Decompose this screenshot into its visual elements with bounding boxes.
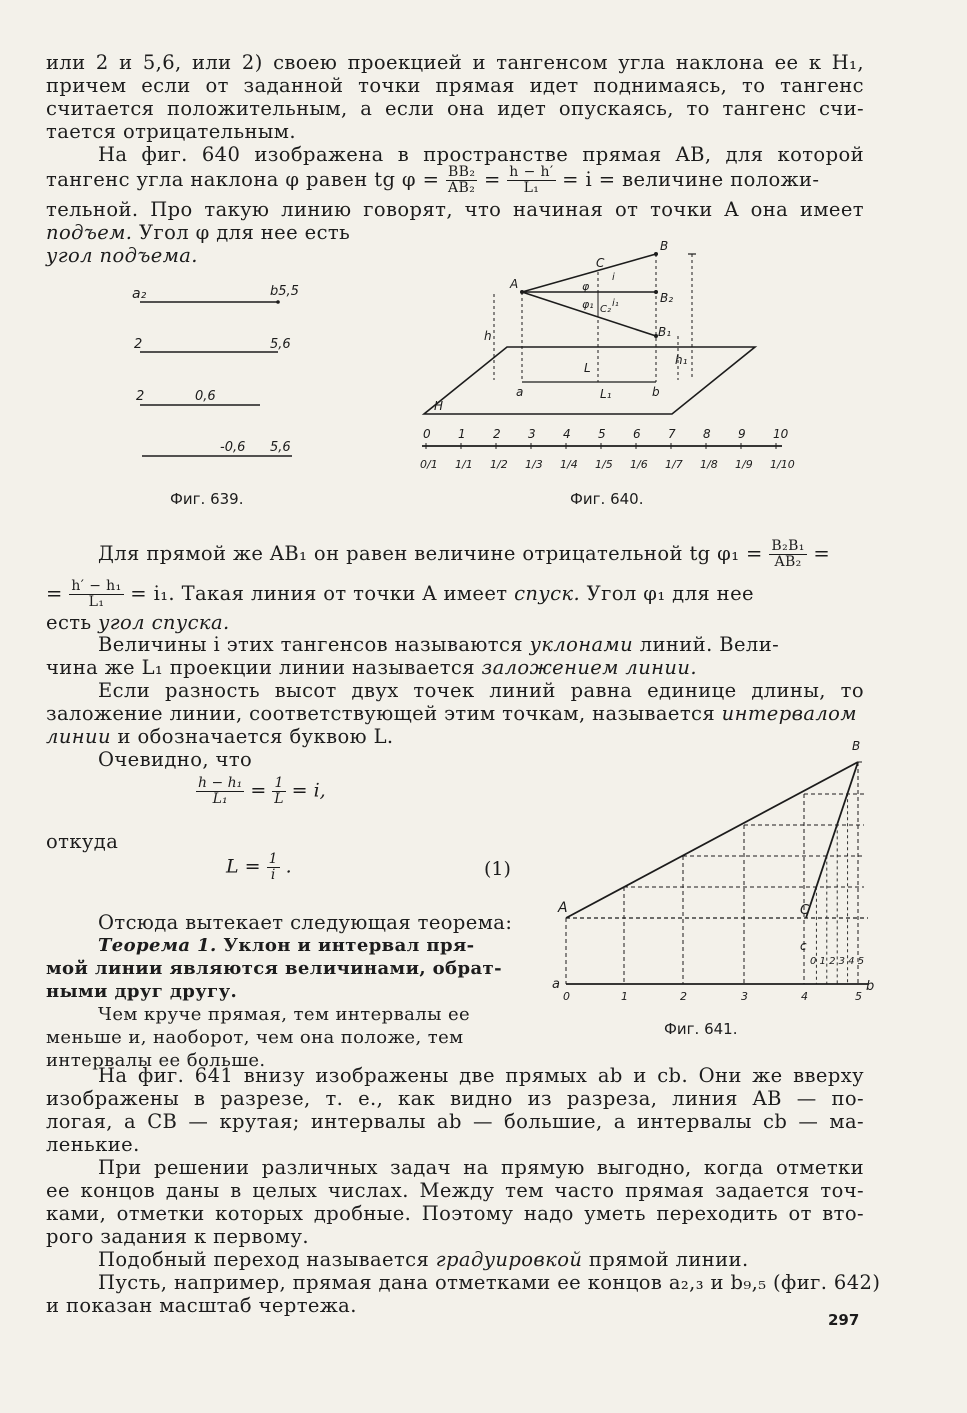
fig640-scale-top-label: 4 bbox=[563, 427, 571, 441]
text-line: причем если от заданной точки прямая идет поднимаясь, то тангенс bbox=[46, 74, 864, 97]
fig640-label: B₂ bbox=[660, 291, 674, 305]
fig640-label: A bbox=[510, 277, 519, 291]
fig640-scale-bottom-label: 1/7 bbox=[665, 458, 683, 471]
fig640-scale-bottom-label: 1/10 bbox=[770, 458, 795, 471]
text-line: логая, а CB — крутая; интервалы ab — большие, а интервалы cb — ма- bbox=[46, 1110, 864, 1133]
formula bbox=[196, 776, 326, 807]
text-line: На фиг. 641 внизу изображены две прямых ab и cb. Они же вверху bbox=[98, 1064, 864, 1087]
italic-term: спуск. bbox=[514, 582, 581, 605]
text-line: откуда bbox=[46, 830, 119, 853]
fig640-label: B₁ bbox=[658, 325, 672, 339]
page-number: 297 bbox=[828, 1311, 860, 1329]
text-line bbox=[46, 703, 864, 725]
fraction-numerator: 1 bbox=[272, 776, 285, 792]
fig641-label: B bbox=[852, 739, 861, 753]
fig641-tick-label: 4 bbox=[801, 990, 808, 1003]
fraction bbox=[446, 165, 477, 196]
text-span: Величины i этих тангенсов называются bbox=[98, 633, 530, 656]
fraction-denominator: AB₂ bbox=[774, 554, 802, 570]
text-line: рого задания к первому. bbox=[46, 1225, 309, 1248]
fig641-label: 0 1 2 3 4 5 bbox=[810, 956, 865, 967]
fraction-denominator: L bbox=[274, 791, 284, 807]
italic-term: заложением линии. bbox=[481, 656, 697, 679]
text-span: = bbox=[46, 582, 63, 605]
fraction bbox=[196, 776, 244, 807]
fig639-label: 0,6 bbox=[195, 389, 216, 404]
italic-term: линии bbox=[46, 725, 111, 748]
fig640-scale-bottom-label: 1/6 bbox=[630, 458, 648, 471]
fig640-label: C₂ bbox=[600, 304, 611, 315]
text-line: тельной. Про такую линию говорят, что начиная от точки A она имеет bbox=[46, 198, 864, 221]
italic-term: угол спуска. bbox=[98, 611, 230, 634]
text-line bbox=[46, 657, 864, 679]
text-span: Угол φ для нее есть bbox=[132, 221, 351, 244]
fig640-scale-bottom-label: 1/9 bbox=[735, 458, 753, 471]
fig641-label: C bbox=[800, 903, 810, 918]
text-span: Уклон и интервал пря- bbox=[216, 935, 475, 956]
text-line bbox=[98, 634, 864, 656]
italic-term: интервалом bbox=[721, 702, 857, 725]
fig640-scale-bottom-label: 1/2 bbox=[490, 458, 508, 471]
fraction-numerator: h − h′ bbox=[509, 164, 554, 180]
fig641-label: A bbox=[558, 900, 568, 916]
italic-term: подъем. bbox=[46, 221, 133, 244]
fig641-label: b bbox=[866, 979, 875, 994]
text-line: ленькие. bbox=[46, 1133, 140, 1156]
fig641-tick-label: 5 bbox=[855, 990, 862, 1003]
fig641-tick-label: 3 bbox=[741, 990, 748, 1003]
fig639-label: 2 bbox=[134, 337, 143, 352]
fraction bbox=[272, 776, 285, 807]
fig640-label: φ₁ bbox=[582, 298, 594, 311]
text-span: L = bbox=[226, 855, 261, 878]
fig640-label: L bbox=[584, 361, 591, 375]
fig641-tick-label: 0 bbox=[563, 990, 570, 1003]
fig640-label: C bbox=[596, 256, 605, 270]
text-line: ными друг другу. bbox=[46, 981, 238, 1002]
fig640-label: L₁ bbox=[600, 387, 612, 401]
figure-caption: Фиг. 640. bbox=[570, 490, 644, 508]
fig641-tick-label: 2 bbox=[680, 990, 687, 1003]
fraction-numerator: h′ − h₁ bbox=[71, 578, 122, 594]
fig640-label: H bbox=[434, 399, 444, 413]
equation-number: (1) bbox=[484, 858, 511, 880]
fig640-label: b bbox=[652, 385, 660, 399]
fig640-label: a bbox=[516, 385, 524, 399]
text-span: = bbox=[813, 542, 831, 565]
fraction-denominator: i bbox=[270, 867, 276, 883]
fig640-scale-bottom-label: 1/5 bbox=[595, 458, 613, 471]
text-line bbox=[46, 612, 864, 634]
text-span: чина же L₁ проекции линии называется bbox=[46, 656, 482, 679]
fraction bbox=[267, 852, 280, 883]
text-span: и обозначается буквою L. bbox=[110, 725, 394, 748]
text-span: прямой линии. bbox=[582, 1248, 749, 1271]
fig640-label: B bbox=[660, 239, 669, 253]
text-line bbox=[98, 935, 508, 957]
fig640-label: i₁ bbox=[612, 298, 619, 309]
fraction-denominator: L₁ bbox=[523, 180, 540, 196]
text-line-with-formula bbox=[46, 160, 864, 200]
fig640-label: φ bbox=[582, 280, 590, 293]
text-line: При решении различных задач на прямую выгодно, когда отметки bbox=[98, 1156, 864, 1179]
text-span: Для прямой же AB₁ он равен величине отрицательной tg φ₁ = bbox=[98, 542, 763, 565]
fig641-tick-label: 1 bbox=[621, 990, 628, 1003]
formula bbox=[226, 852, 292, 883]
text-line: меньше и, наоборот, чем она положе, тем bbox=[46, 1027, 464, 1048]
text-line: ками, отметки которых дробные. Поэтому надо уметь переходить от вто- bbox=[46, 1202, 864, 1225]
fraction-denominator: AB₂ bbox=[448, 180, 476, 196]
fraction-denominator: L₁ bbox=[212, 791, 228, 807]
fraction-denominator: L₁ bbox=[88, 594, 105, 610]
text-span: = i₁. Такая линия от точки A имеет bbox=[130, 582, 508, 605]
text-line: Если разность высот двух точек линий равна единице длины, то bbox=[98, 679, 864, 702]
text-line: интервалы ее больше. bbox=[46, 1050, 266, 1071]
fig641-label: a bbox=[552, 977, 560, 992]
fig639-label: 2 bbox=[136, 389, 145, 404]
text-line: Отсюда вытекает следующая теорема: bbox=[98, 911, 513, 934]
text-line: считается положительным, а если она идет опускаясь, то тангенс счи- bbox=[46, 97, 864, 120]
text-span: есть bbox=[46, 611, 99, 634]
italic-term: угол подъема. bbox=[46, 244, 198, 267]
fig640-scale-bottom-label: 0/1 bbox=[420, 458, 438, 471]
text-span: = i = величине положи- bbox=[562, 168, 820, 191]
fraction-numerator: B₂B₁ bbox=[771, 538, 805, 554]
fig640-scale-top-label: 1 bbox=[458, 427, 466, 441]
text-span: Угол φ₁ для нее bbox=[580, 582, 754, 605]
fig639-label: -0,6 bbox=[220, 440, 246, 455]
text-line: Чем круче прямая, тем интервалы ее bbox=[98, 1004, 471, 1025]
text-line: Пусть, например, прямая дана отметками ее концов a₂,₃ и b₉,₅ (фиг. 642) bbox=[98, 1271, 881, 1294]
fig640-scale-top-label: 3 bbox=[528, 427, 536, 441]
text-line-with-formula bbox=[46, 574, 864, 614]
text-span: . bbox=[285, 855, 292, 878]
italic-term: градуировкой bbox=[435, 1248, 583, 1271]
fig640-label: i bbox=[612, 272, 615, 283]
fraction bbox=[69, 579, 123, 610]
fig640-label: h bbox=[484, 329, 492, 343]
figure-639 bbox=[120, 280, 320, 470]
fig640-scale-top-label: 7 bbox=[668, 427, 676, 441]
text-span: = i, bbox=[291, 779, 326, 802]
fig640-scale-top-label: 10 bbox=[773, 427, 789, 441]
text-line: тается отрицательным. bbox=[46, 120, 296, 143]
text-line: На фиг. 640 изображена в пространстве прямая AB, для которой bbox=[98, 143, 864, 166]
text-span: тангенс угла наклона φ равен tg φ = bbox=[46, 168, 440, 191]
figure-caption: Фиг. 641. bbox=[664, 1020, 738, 1038]
text-span: = bbox=[483, 168, 501, 191]
fig639-label: 5,6 bbox=[270, 440, 291, 455]
text-span: Подобный переход называется bbox=[98, 1248, 436, 1271]
text-line: или 2 и 5,6, или 2) своею проекцией и тангенсом угла наклона ее к H₁, bbox=[46, 51, 864, 74]
fig640-scale-bottom-label: 1/4 bbox=[560, 458, 578, 471]
text-span: = bbox=[250, 779, 267, 802]
text-span: линий. Вели- bbox=[633, 633, 780, 656]
fig640-scale-top-label: 5 bbox=[598, 427, 606, 441]
fig640-scale-top-label: 6 bbox=[633, 427, 641, 441]
fig640-scale-bottom-label: 1/8 bbox=[700, 458, 718, 471]
fig640-scale-top-label: 8 bbox=[703, 427, 711, 441]
italic-term: Теорема 1. bbox=[98, 935, 217, 956]
text-line: изображены в разрезе, т. е., как видно из разреза, линия AB — по- bbox=[46, 1087, 864, 1110]
fraction bbox=[507, 165, 555, 196]
fig640-scale-top-label: 9 bbox=[738, 427, 746, 441]
text-line: ее концов даны в целых числах. Между тем часто прямая задается точ- bbox=[46, 1179, 864, 1202]
text-line: и показан масштаб чертежа. bbox=[46, 1294, 357, 1317]
fig640-scale-bottom-label: 1/1 bbox=[455, 458, 473, 471]
figure-caption: Фиг. 639. bbox=[170, 490, 244, 508]
figure-641 bbox=[548, 738, 888, 1010]
italic-term: уклонами bbox=[529, 633, 634, 656]
fraction-numerator: BB₂ bbox=[447, 164, 476, 180]
fig640-label: h₁ bbox=[675, 353, 688, 367]
figure-640 bbox=[412, 232, 802, 478]
fraction bbox=[769, 539, 806, 570]
fig640-scale-top-label: 2 bbox=[493, 427, 501, 441]
text-line: Очевидно, что bbox=[98, 748, 253, 771]
text-span: заложение линии, соответствующей этим точкам, называется bbox=[46, 702, 722, 725]
fraction-numerator: h − h₁ bbox=[198, 775, 243, 791]
fig640-scale-top-label: 0 bbox=[423, 427, 431, 441]
fig639-label: b5,5 bbox=[270, 284, 299, 299]
fraction-numerator: 1 bbox=[268, 851, 278, 867]
fig640-scale-bottom-label: 1/3 bbox=[525, 458, 543, 471]
fig639-label: 5,6 bbox=[270, 337, 291, 352]
fig641-label: c bbox=[800, 939, 807, 953]
text-line-with-formula bbox=[98, 534, 864, 574]
text-line: мой линии являются величинами, обрат- bbox=[46, 958, 502, 979]
fig639-label: a₂ bbox=[132, 286, 147, 302]
text-line bbox=[98, 1249, 864, 1271]
